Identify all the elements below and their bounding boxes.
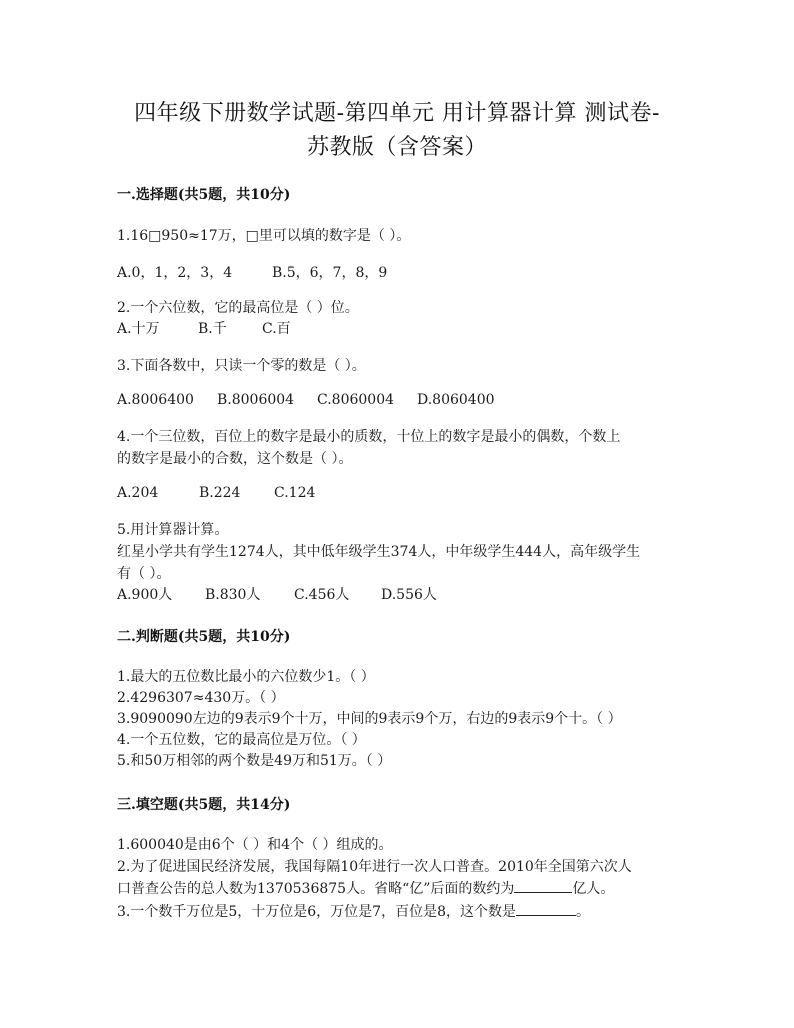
answer-blank[interactable] [514,880,572,893]
document-title-line1: 四年级下册数学试题-第四单元 用计算器计算 测试卷- [134,101,660,126]
fill-blank-item [117,901,590,921]
option: C.124 [274,485,316,501]
question-text: 4.一个三位数，百位上的数字是最小的质数，十位上的数字是最小的偶数，个数上 [117,429,621,445]
option: A.900人 [117,587,173,603]
option: D.8060400 [417,392,495,408]
section-heading-judgment: 二.判断题(共5题，共10分) [117,629,291,645]
section-heading-fill-blank: 三.填空题(共5题，共14分) [117,797,291,813]
judgment-item: 5.和50万相邻的两个数是49万和51万。（ ） [117,753,392,769]
option: C.8060004 [317,392,395,408]
question-text: 1.16□950≈17万，□里可以填的数字是（ ）。 [117,228,411,244]
question-text: 有（ ）。 [117,566,171,582]
judgment-item: 2.4296307≈430万。（ ） [117,690,285,706]
option: A.8006400 [117,392,194,408]
fill-blank-text: 亿人。 [572,881,615,897]
fill-blank-item: 1.600040是由6个（ ）和4个（ ）组成的。 [117,837,393,853]
section-heading-choice: 一.选择题(共5题，共10分) [117,187,291,203]
question-text: 5.用计算器计算。 [117,522,229,538]
option: B.224 [199,485,241,501]
question-text: 的数字是最小的合数，这个数是（ ）。 [117,451,353,467]
fill-blank-text: 。 [576,904,590,920]
option: B.千 [198,321,227,337]
judgment-item: 4.一个五位数，它的最高位是万位。（ ） [117,732,366,748]
question-text: 红星小学共有学生1274人，其中低年级学生374人，中年级学生444人，高年级学生 [117,544,641,560]
judgment-item: 3.9090090左边的9表示9个十万，中间的9表示9个万，右边的9表示9个十。（ ） [117,711,622,727]
fill-blank-item [117,878,614,898]
option: B.830人 [205,587,261,603]
option: B.8006004 [217,392,295,408]
question-text: 3.下面各数中，只读一个零的数是（ ）。 [117,358,366,374]
option: A.0，1，2，3，4 [117,265,233,281]
option: B.5，6，7，8，9 [272,265,388,281]
option: C.456人 [294,587,350,603]
option: D.556人 [381,587,437,603]
fill-blank-item: 2.为了促进国民经济发展，我国每隔10年进行一次人口普查。2010年全国第六次人 [117,859,632,875]
answer-blank[interactable] [516,903,576,916]
judgment-item: 1.最大的五位数比最小的六位数少1。（ ） [117,669,375,685]
fill-blank-text: 3.一个数千万位是5，十万位是6，万位是7，百位是8，这个数是 [117,904,516,920]
option: A.204 [117,485,159,501]
option: C.百 [262,321,291,337]
fill-blank-text: 口普查公告的总人数为1370536875人。省略“亿”后面的数约为 [117,881,515,897]
question-text: 2.一个六位数，它的最高位是（ ）位。 [117,300,359,316]
option: A.十万 [117,321,160,337]
document-title-line2: 苏教版（含答案） [306,135,487,160]
